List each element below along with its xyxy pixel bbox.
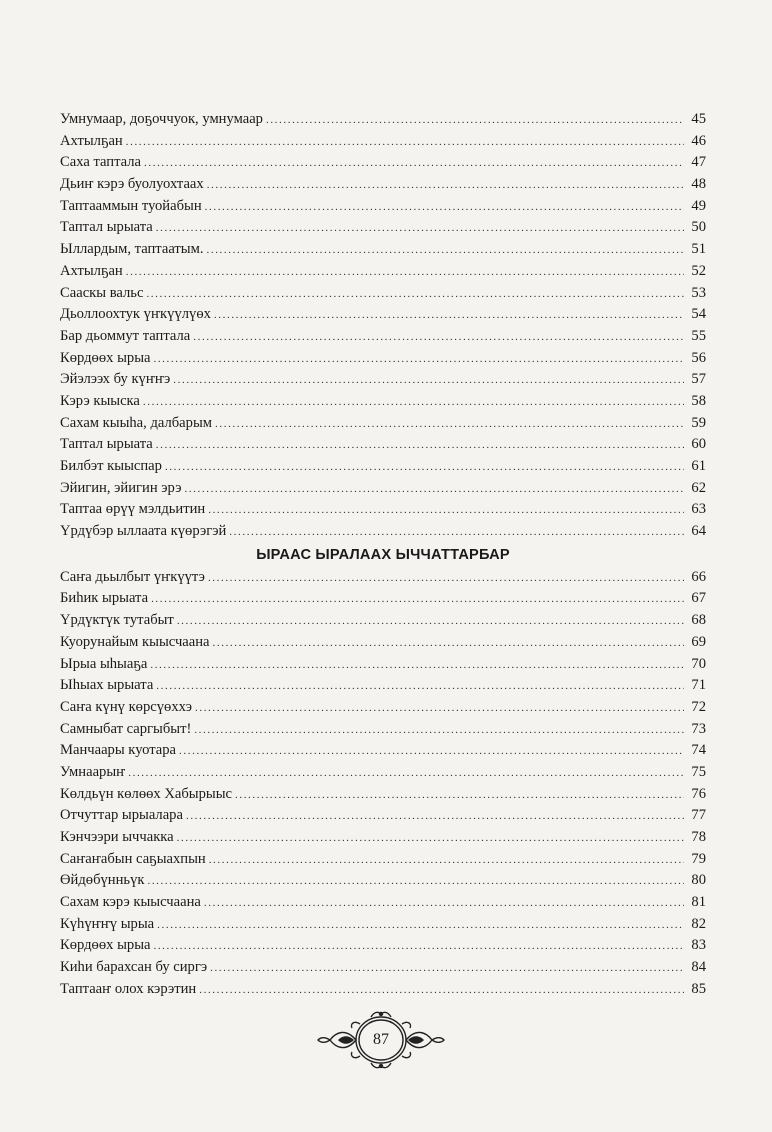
toc-entry (60, 413, 706, 435)
dot-leader (147, 871, 684, 893)
toc-entry (60, 152, 706, 174)
toc-entry-page: 56 (691, 349, 706, 366)
dot-leader (184, 479, 684, 501)
dot-leader (205, 197, 684, 219)
dot-leader (209, 850, 684, 872)
toc-entry (60, 348, 706, 370)
toc-entry-page: 45 (691, 111, 706, 127)
toc-entry-title: Таптал ырыата (60, 219, 153, 236)
toc-entry-title: Кэрэ кыыска (60, 392, 140, 409)
toc-entry-title: Отчуттар ырыалара (60, 807, 183, 824)
dot-leader (215, 414, 684, 436)
dot-leader (204, 893, 684, 915)
toc-entry-title: Эйэлээх бу күҥҥэ (60, 371, 171, 388)
toc-entry-page: 54 (691, 306, 706, 323)
toc-entry-page: 58 (691, 392, 706, 409)
dot-leader (156, 676, 684, 698)
toc-entry-title: Ырыа ыһыаҕа (60, 655, 148, 672)
toc-entry-page: 66 (691, 568, 706, 585)
dot-leader (146, 284, 684, 306)
toc-entry-title: Дьоллоохтук үҥкүүлүөх (60, 306, 211, 323)
toc-entry-page: 62 (691, 479, 706, 496)
toc-entry (60, 283, 706, 305)
toc-entry-page: 61 (691, 458, 706, 474)
toc-entry (60, 456, 706, 478)
toc-entry (60, 478, 706, 500)
dot-leader (266, 110, 684, 132)
toc-entry (60, 521, 706, 543)
toc-entry (60, 196, 706, 218)
toc-entry-page: 50 (691, 219, 706, 236)
dot-leader (153, 936, 684, 958)
dot-leader (229, 522, 684, 544)
dot-leader (207, 175, 684, 197)
toc-entry (60, 174, 706, 196)
toc-part-1 (60, 109, 706, 543)
dot-leader (213, 633, 684, 655)
toc-entry-page: 73 (691, 720, 706, 737)
toc-entry-page: 76 (691, 785, 706, 802)
toc-entry (60, 499, 706, 521)
table-of-contents (60, 109, 706, 1001)
toc-entry-title: Саҥа дьылбыт үҥкүүтэ (60, 568, 205, 585)
toc-entry-page: 47 (691, 154, 706, 171)
toc-entry-title: Көлдьүн көлөөх Хабырыыс (60, 785, 232, 802)
toc-entry (60, 740, 706, 762)
toc-entry-page: 72 (691, 698, 706, 715)
toc-entry-title: Саҥа күнү көрсүөххэ (60, 698, 192, 715)
toc-entry-page: 48 (691, 176, 706, 193)
dot-leader (173, 370, 684, 392)
dot-leader (179, 741, 684, 763)
toc-entry-title: Үрдүктүк тутабыт (60, 612, 174, 629)
dot-leader (214, 305, 684, 327)
toc-entry-page: 60 (691, 436, 706, 453)
toc-entry-title: Куорунайым кыысчаана (60, 633, 210, 650)
toc-entry-title: Манчаары куотара (60, 742, 177, 759)
toc-entry-page: 57 (691, 371, 706, 388)
toc-entry-page: 55 (691, 327, 706, 344)
toc-entry-page: 77 (691, 807, 706, 824)
toc-entry-page: 51 (691, 241, 706, 258)
toc-entry-page: 69 (691, 633, 706, 650)
toc-entry-page: 53 (691, 284, 706, 301)
toc-entry-title: Умнумаар, доҕоччуок, умнумаар (60, 111, 263, 127)
toc-entry-title: Саха таптала (60, 154, 142, 171)
toc-entry-page: 82 (691, 915, 706, 932)
toc-entry-page: 83 (691, 937, 706, 954)
toc-entry (60, 914, 706, 936)
dot-leader (126, 132, 684, 154)
dot-leader (208, 568, 684, 590)
toc-entry-page: 46 (691, 132, 706, 149)
toc-entry-page: 68 (691, 612, 706, 629)
toc-entry (60, 567, 706, 589)
toc-entry-title: Билбэт кыыспар (60, 458, 162, 474)
toc-entry (60, 131, 706, 153)
dot-leader (193, 327, 684, 349)
toc-entry (60, 109, 706, 131)
dot-leader (186, 806, 684, 828)
toc-entry-title: Ахтылҕан (60, 262, 123, 279)
toc-entry (60, 610, 706, 632)
toc-entry (60, 849, 706, 871)
toc-entry-title: Көрдөөх ырыа (60, 349, 151, 366)
toc-entry (60, 675, 706, 697)
toc-entry (60, 391, 706, 413)
dot-leader (128, 763, 684, 785)
toc-entry (60, 697, 706, 719)
toc-entry (60, 979, 706, 1001)
toc-entry-page: 64 (691, 523, 706, 540)
dot-leader (207, 240, 685, 262)
toc-entry (60, 827, 706, 849)
toc-entry (60, 719, 706, 741)
toc-entry (60, 654, 706, 676)
toc-entry (60, 239, 706, 261)
toc-entry (60, 762, 706, 784)
dot-leader (153, 349, 684, 371)
toc-entry (60, 805, 706, 827)
toc-entry-page: 78 (691, 829, 706, 845)
dot-leader (143, 392, 684, 414)
dot-leader (235, 785, 684, 807)
section-heading: ЫРААС ЫРАЛААХ ЫЧЧАТТАРБАР (256, 546, 510, 563)
dot-leader (177, 611, 684, 633)
toc-entry-title: Таптааммын туойабын (60, 197, 202, 214)
toc-entry (60, 369, 706, 391)
toc-entry-title: Ыллардым, таптаатым. (60, 241, 204, 258)
toc-entry-title: Ыһыах ырыата (60, 677, 154, 694)
toc-entry (60, 935, 706, 957)
toc-entry (60, 304, 706, 326)
page-number: 87 (373, 1031, 389, 1048)
toc-entry-page: 75 (691, 763, 706, 780)
dot-leader (151, 589, 684, 611)
toc-entry-title: Күһүҥҥү ырыа (60, 915, 155, 932)
toc-entry-page: 49 (691, 197, 706, 214)
dot-leader (208, 500, 684, 522)
dot-leader (144, 153, 684, 175)
dot-leader (210, 958, 684, 980)
dot-leader (156, 218, 684, 240)
toc-entry-title: Дьиҥ кэрэ буолуохтаах (60, 176, 204, 193)
dot-leader (177, 828, 684, 850)
toc-entry-title: Кэнчээри ыччакка (60, 829, 174, 845)
toc-entry-page: 85 (691, 980, 706, 997)
toc-entry (60, 434, 706, 456)
toc-entry-page: 63 (691, 501, 706, 518)
toc-entry-title: Сахам кыыһа, далбарым (60, 414, 213, 431)
toc-entry (60, 957, 706, 979)
toc-entry-title: Үрдүбэр ыллаата күөрэгэй (60, 523, 227, 540)
toc-entry-page: 80 (691, 872, 706, 889)
toc-entry-title: Биһик ырыата (60, 590, 149, 607)
dot-leader (165, 457, 684, 479)
toc-entry-page: 70 (691, 655, 706, 672)
toc-entry-title: Сааскы вальс (60, 284, 144, 301)
dot-leader (195, 698, 684, 720)
toc-entry-title: Бар дьоммут таптала (60, 327, 191, 344)
toc-entry-title: Ахтылҕан (60, 132, 123, 149)
dot-leader (150, 655, 684, 677)
toc-entry-title: Умнаарыҥ (60, 763, 126, 780)
toc-entry-title: Эйигин, эйигин эрэ (60, 479, 182, 496)
toc-entry (60, 326, 706, 348)
dot-leader (194, 720, 684, 742)
toc-entry-page: 84 (691, 959, 706, 976)
dot-leader (156, 435, 684, 457)
toc-entry-title: Таптал ырыата (60, 436, 153, 453)
toc-entry-title: Киһи барахсан бу сиргэ (60, 959, 208, 976)
toc-entry-title: Таптаа өрүү мэлдьитин (60, 501, 206, 518)
toc-entry (60, 217, 706, 239)
toc-entry-page: 79 (691, 850, 706, 867)
dot-leader (199, 980, 684, 1002)
toc-entry-title: Саҥаҥабын саҕыахпын (60, 850, 206, 867)
toc-entry-page: 71 (691, 677, 706, 694)
toc-entry (60, 261, 706, 283)
toc-entry (60, 588, 706, 610)
toc-entry-title: Таптааҥ олох кэрэтин (60, 980, 197, 997)
toc-entry-page: 59 (691, 414, 706, 431)
toc-part-2 (60, 567, 706, 1001)
toc-entry-title: Самныбат саргыбыт! (60, 720, 192, 737)
toc-entry-title: Өйдөбүнньүк (60, 872, 145, 889)
toc-entry-page: 81 (691, 894, 706, 911)
toc-entry-title: Көрдөөх ырыа (60, 937, 151, 954)
toc-entry (60, 892, 706, 914)
toc-entry-page: 67 (691, 590, 706, 607)
dot-leader (157, 915, 684, 937)
toc-entry (60, 784, 706, 806)
toc-entry (60, 870, 706, 892)
toc-entry-page: 74 (691, 742, 706, 759)
toc-entry-page: 52 (691, 262, 706, 279)
toc-entry-title: Сахам кэрэ кыысчаана (60, 894, 201, 911)
toc-entry (60, 632, 706, 654)
dot-leader (126, 262, 684, 284)
